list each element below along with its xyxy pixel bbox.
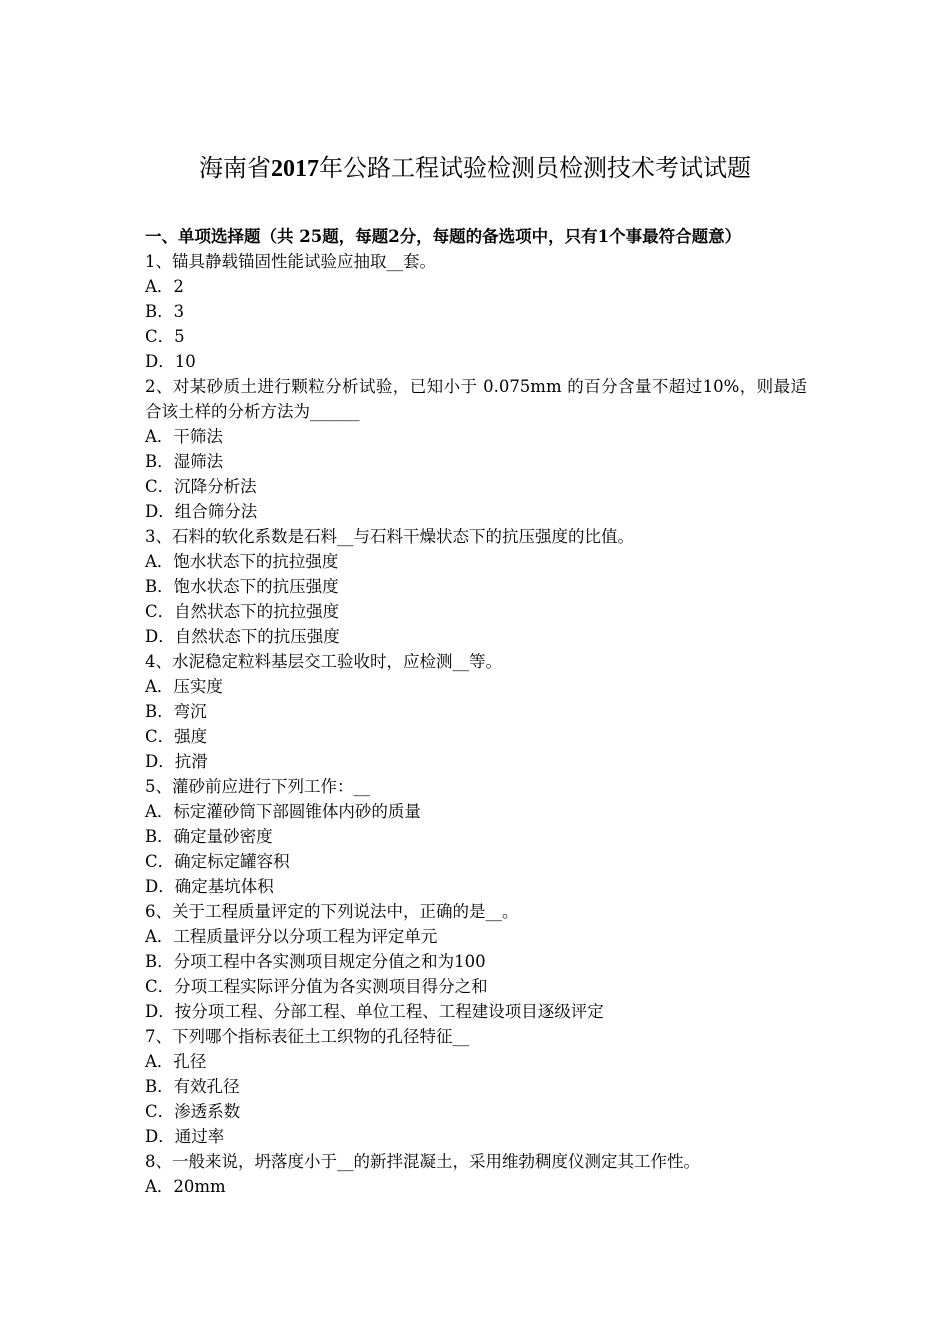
answer-blank: __ [337, 1152, 354, 1171]
option-c: C．沉降分析法 [145, 477, 257, 496]
question-stem: 5、灌砂前应进行下列工作：__ [145, 777, 370, 796]
option-b: B．3 [145, 302, 185, 321]
answer-blank: __ [386, 252, 403, 271]
option-c: C．确定标定罐容积 [145, 852, 290, 871]
option-d: D．组合筛分法 [145, 502, 258, 521]
option-c: C．自然状态下的抗拉强度 [145, 602, 340, 621]
question-stem: 2、对某砂质土进行颗粒分析试验，已知小于 0.075mm 的百分含量不超过10%，则最适合该土样的分析方法为______ [145, 377, 807, 421]
option-a: A．2 [145, 277, 184, 296]
option-a: A．压实度 [145, 677, 223, 696]
option-a: A．孔径 [145, 1052, 207, 1071]
question-4 [145, 649, 807, 774]
title-suffix: 年公路工程试验检测员检测技术考试试题 [319, 154, 751, 182]
option-c: C．分项工程实际评分值为各实测项目得分之和 [145, 977, 488, 996]
question-stem: 4、水泥稳定粒料基层交工验收时，应检测__等。 [145, 652, 502, 671]
option-b: B．确定量砂密度 [145, 827, 273, 846]
document-body [145, 224, 807, 1199]
option-a: A．工程质量评分以分项工程为评定单元 [145, 927, 438, 946]
question-stem: 7、下列哪个指标表征土工织物的孔径特征__ [145, 1027, 469, 1046]
document-title [0, 150, 950, 187]
option-a: A．干筛法 [145, 427, 223, 446]
option-a: A．标定灌砂筒下部圆锥体内砂的质量 [145, 802, 421, 821]
answer-blank: __ [485, 902, 502, 921]
question-stem: 1、锚具静载锚固性能试验应抽取__套。 [145, 252, 436, 271]
option-d: D．抗滑 [145, 752, 208, 771]
option-b: B．弯沉 [145, 702, 207, 721]
title-prefix: 海南省 [199, 154, 271, 182]
option-d: D．10 [145, 352, 196, 371]
option-d: D．确定基坑体积 [145, 877, 274, 896]
option-b: B．分项工程中各实测项目规定分值之和为100 [145, 952, 486, 971]
title-year: 2017 [271, 156, 319, 182]
question-5 [145, 774, 807, 899]
question-2 [145, 374, 807, 524]
option-d: D．按分项工程、分部工程、单位工程、工程建设项目逐级评定 [145, 1002, 604, 1021]
question-8 [145, 1149, 807, 1199]
option-a: A．20mm [145, 1177, 226, 1196]
option-b: B．湿筛法 [145, 452, 224, 471]
option-c: C．强度 [145, 727, 208, 746]
question-6 [145, 899, 807, 1024]
question-1 [145, 249, 807, 374]
answer-blank: __ [337, 527, 354, 546]
option-c: C．5 [145, 327, 185, 346]
answer-blank: __ [353, 777, 370, 796]
option-b: B．饱水状态下的抗压强度 [145, 577, 339, 596]
question-7 [145, 1024, 807, 1149]
question-3 [145, 524, 807, 649]
section-heading: 一、单项选择题（共 25题，每题2分，每题的备选项中，只有1个事最符合题意） [145, 227, 742, 246]
question-stem: 3、石料的软化系数是石料__与石料干燥状态下的抗压强度的比值。 [145, 527, 634, 546]
question-stem: 8、一般来说，坍落度小于__的新拌混凝土，采用维勃稠度仪测定其工作性。 [145, 1152, 700, 1171]
answer-blank: ______ [310, 402, 360, 421]
option-d: D．通过率 [145, 1127, 225, 1146]
option-c: C．渗透系数 [145, 1102, 241, 1121]
option-a: A．饱水状态下的抗拉强度 [145, 552, 339, 571]
answer-blank: __ [452, 652, 469, 671]
option-d: D．自然状态下的抗压强度 [145, 627, 340, 646]
answer-blank: __ [452, 1027, 469, 1046]
question-stem: 6、关于工程质量评定的下列说法中，正确的是__。 [145, 902, 519, 921]
option-b: B．有效孔径 [145, 1077, 240, 1096]
